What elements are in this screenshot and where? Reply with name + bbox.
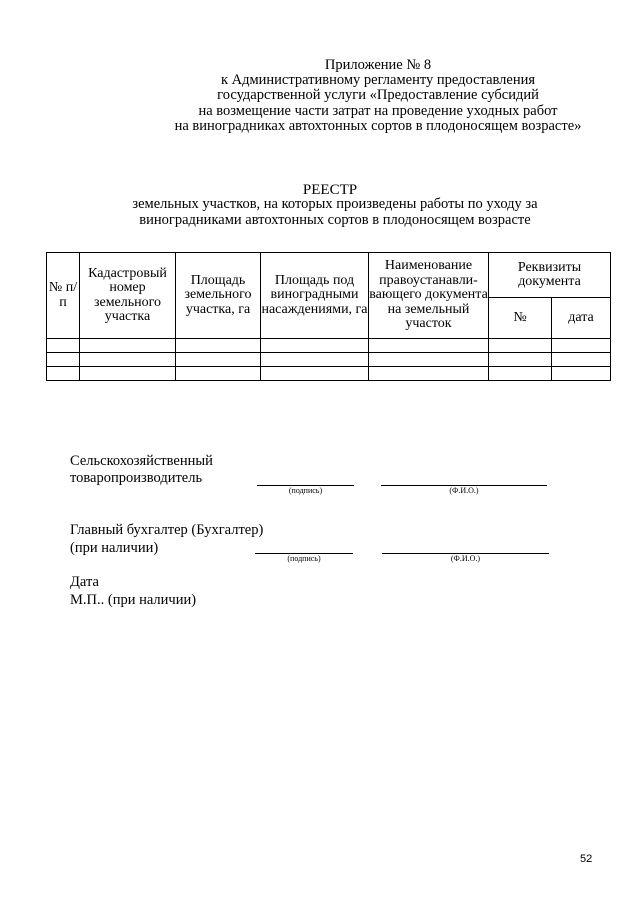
- producer-label-line1: Сельскохозяйственный: [70, 453, 213, 469]
- table-cell[interactable]: [80, 353, 176, 367]
- table-cell[interactable]: [369, 339, 489, 353]
- appendix-line: на возмещение части затрат на проведение уходных работ: [198, 102, 558, 119]
- registry-subtitle-line: виноградниками автохтонных сортов в плодоносящем возрасте: [139, 211, 531, 228]
- table-cell[interactable]: [47, 367, 80, 381]
- registry-title: РЕЕСТР: [302, 182, 358, 198]
- table-cell[interactable]: [369, 353, 489, 367]
- table-cell[interactable]: [261, 367, 369, 381]
- accountant-signature-caption: (подпись): [287, 554, 321, 563]
- table-row: [47, 339, 611, 353]
- producer-fio-caption: (Ф.И.О.): [449, 486, 479, 495]
- table-cell[interactable]: [552, 339, 611, 353]
- table-cell[interactable]: [489, 353, 552, 367]
- stamp-label: М.П.. (при наличии): [70, 592, 197, 608]
- registry-subtitle-line: земельных участков, на которых произведены работы по уходу за: [132, 196, 538, 212]
- appendix-line: на виноградниках автохтонных сортов в плодоносящем возрасте»: [174, 117, 582, 134]
- accountant-fio-caption: (Ф.И.О.): [450, 554, 481, 563]
- table-cell[interactable]: [489, 339, 552, 353]
- table-row: [47, 367, 611, 381]
- header-land-area: Площадь земельного участка, га: [176, 253, 261, 339]
- header-row-number: № п/п: [47, 253, 80, 339]
- appendix-line: к Административному регламенту предоставления: [220, 72, 536, 89]
- page-number: 52: [580, 853, 593, 865]
- registry-table: [46, 252, 611, 381]
- date-label: Дата: [70, 574, 99, 590]
- appendix-line: Приложение № 8: [324, 57, 432, 73]
- table-cell[interactable]: [176, 353, 261, 367]
- table-cell[interactable]: [552, 353, 611, 367]
- table-cell[interactable]: [489, 367, 552, 381]
- appendix-line: государственной услуги «Предоставление субсидий: [217, 87, 539, 104]
- header-document-requisites: Реквизиты документа: [489, 253, 611, 298]
- table-cell[interactable]: [552, 367, 611, 381]
- appendix-header: [150, 58, 606, 134]
- producer-label-line2: товаропроизводитель: [70, 470, 203, 486]
- accountant-label-line1: Главный бухгалтер (Бухгалтер): [70, 522, 264, 538]
- table-cell[interactable]: [176, 367, 261, 381]
- accountant-label-line2: (при наличии): [70, 540, 159, 556]
- table-cell[interactable]: [47, 353, 80, 367]
- producer-signature-caption: (подпись): [288, 486, 323, 495]
- table-cell[interactable]: [80, 339, 176, 353]
- header-title-document: Наименование правоустанавли-вающего документа на земельный участок: [369, 253, 489, 339]
- header-vineyard-area: Площадь под виноградными насаждениями, га: [261, 253, 369, 339]
- registry-subtitle: [90, 197, 580, 228]
- table-row: [47, 353, 611, 367]
- table-cell[interactable]: [261, 339, 369, 353]
- table-cell[interactable]: [80, 367, 176, 381]
- table-cell[interactable]: [369, 367, 489, 381]
- table-cell[interactable]: [47, 339, 80, 353]
- table-cell[interactable]: [176, 339, 261, 353]
- header-document-date: дата: [552, 298, 611, 339]
- header-cadastral-number: Кадастровый номер земельного участка: [80, 253, 176, 339]
- table-cell[interactable]: [261, 353, 369, 367]
- header-document-number: №: [489, 298, 552, 339]
